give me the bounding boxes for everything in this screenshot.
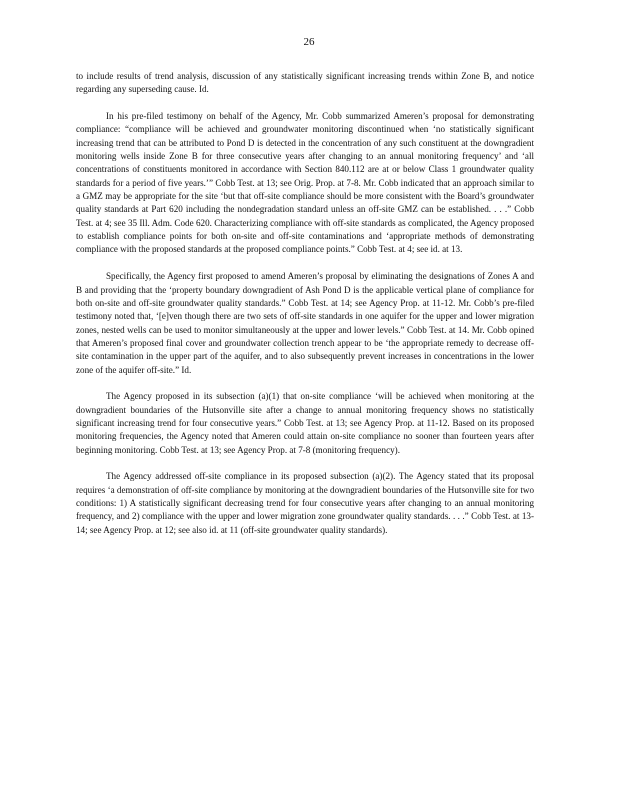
document-body	[76, 70, 534, 550]
paragraph: The Agency proposed in its subsection (a)(1) that on-site compliance ‘will be achieved when monitoring at the downgradient boundaries of the Hutsonville site after a change to annual monitoring frequency shows no statistically significant increasing trend for four consecutive years.” Cobb Test. at 13; see Agency Prop. at 11-12. Based on its proposed monitoring frequencies, the Agency noted that Ameren could attain on-site compliance no sooner than fourteen years after beginning monitoring. Cobb Test. at 13; see Agency Prop. at 7-8 (monitoring frequency).	[76, 391, 534, 455]
paragraph: Specifically, the Agency first proposed to amend Ameren’s proposal by eliminating the designations of Zones A and B and providing that the ‘property boundary downgradient of Ash Pond D is the applicable vertical plane of compliance for both on-site and off-site groundwater quality standards.” Cobb Test. at 14; see Agency Prop. at 11-12. Mr. Cobb’s pre-filed testimony noted that, ‘[e]ven though there are two sets of off-site standards in one aquifer for the upper and lower migration zones, nested wells can be used to monitor simultaneously at the upper and lower levels.” Cobb Test. at 14. Mr. Cobb opined that Ameren’s proposed final cover and groundwater collection trench appear to be ‘the appropriate remedy to decrease off-site contamination in the upper part of the aquifer, and to also subsequently prevent increases in concentrations in the lower zone of the aquifer off-site.” Id.	[76, 271, 534, 375]
paragraph: to include results of trend analysis, discussion of any statistically significant increasing trends within Zone B, and notice regarding any superseding cause. Id.	[76, 71, 534, 95]
paragraph: In his pre-filed testimony on behalf of the Agency, Mr. Cobb summarized Ameren’s proposal for demonstrating compliance: “compliance will be achieved and groundwater monitoring discontinued when ‘no statistically significant increasing trend that can be attributed to Pond D is detected in the concentration of any such constituent at the downgradient monitoring wells inside Zone B for three consecutive years after changing to an annual monitoring frequency’ and ‘all concentrations of constituents monitored in accordance with Section 840.112 are at or below Class 1 groundwater quality standards for a period of five years.’” Cobb Test. at 13; see Orig. Prop. at 7-8. Mr. Cobb indicated that an approach similar to a GMZ may be appropriate for the site ‘but that off-site compliance should be more consistent with the Board’s groundwater quality standards at Part 620 including the nondegradation standard unless an off-site GMZ can be established. . . .” Cobb Test. at 4; see 35 Ill. Adm. Code 620. Characterizing compliance with off-site standards as complicated, the Agency proposed to establish compliance points for both on-site and off-site contaminations and ‘appropriate methods of demonstrating compliance with the proposed standards at the proposed compliance points.” Cobb Test. at 4; see id. at 13.	[76, 111, 534, 255]
paragraph: The Agency addressed off-site compliance in its proposed subsection (a)(2). The Agency stated that its proposal requires ‘a demonstration of off-site compliance by monitoring at the downgradient boundaries of the Hutsonville site for two conditions: 1) A statistically significant decreasing trend for four consecutive years after changing to an annual monitoring frequency, and 2) compliance with the upper and lower migration zone groundwater quality standards. . . .” Cobb Test. at 13-14; see Agency Prop. at 12; see also id. at 11 (off-site groundwater quality standards).	[76, 471, 534, 535]
page-number: 26	[303, 36, 315, 48]
